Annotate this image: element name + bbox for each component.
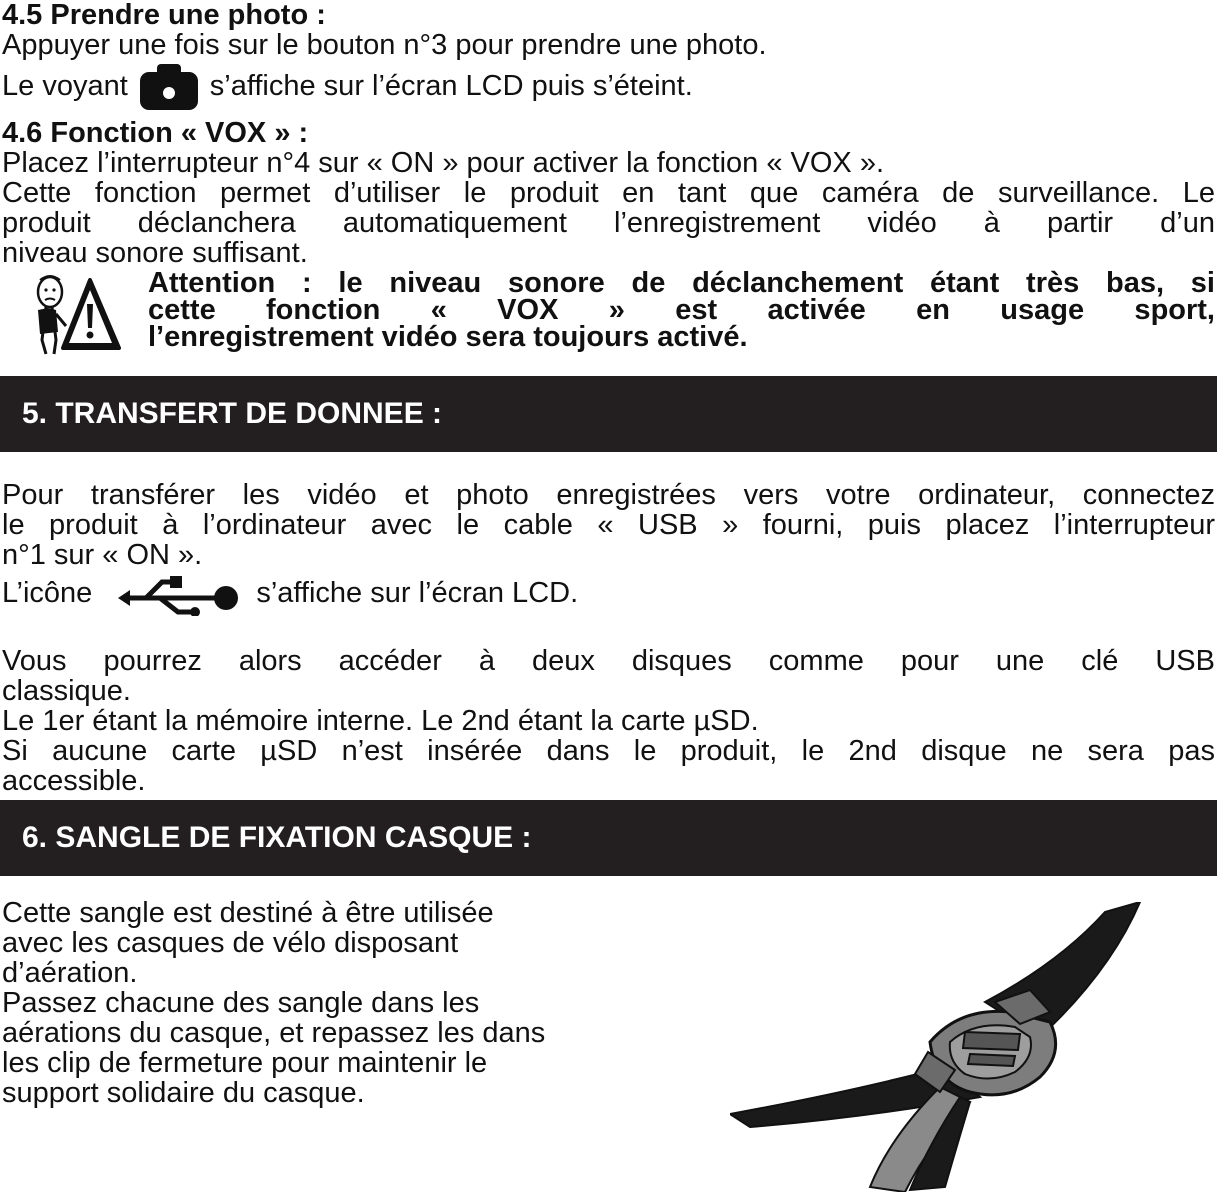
section-5-icon-before: L’icône [2,577,93,609]
section-5-heading: 5. TRANSFERT DE DONNEE : [0,376,1217,452]
section-4-6-line3: produit déclanchera automatiquement l’enregistrement vidéo à partir d’un [2,207,1215,239]
section-5-icon-line [2,570,1215,616]
section-6-line: d’aération. [2,957,138,989]
section-5-p2-line4: Si aucune carte µSD n’est insérée dans le produit, le 2nd disque ne sera pas [2,735,1215,767]
section-5-p2-line5: accessible. [2,765,146,797]
section-5-p1-line1: Pour transférer les vidéo et photo enregistrées vers votre ordinateur, connectez [2,479,1215,511]
section-6-heading: 6. SANGLE DE FIXATION CASQUE : [0,800,1217,876]
section-5-body [2,480,1215,796]
section-6-line: aérations du casque, et repassez les dans [2,1017,546,1049]
section-4-6-line2: Cette fonction permet d’utiliser le produit en tant que caméra de surveillance. Le [2,177,1215,209]
section-4-6 [2,118,1215,268]
section-6-body [2,898,702,1108]
section-5-p2-line3: Le 1er étant la mémoire interne. Le 2nd étant la carte µSD. [2,705,759,737]
section-4-5-line1: Appuyer une fois sur le bouton n°3 pour prendre une photo. [2,29,767,61]
section-4-5-line2-before: Le voyant [2,70,128,102]
section-4-6-line4: niveau sonore suffisant. [2,237,308,269]
camera-icon [140,64,198,116]
warning-figure-icon [26,270,121,360]
attention-line1: Attention : le niveau sonore de déclanchement étant très bas, si [148,267,1215,299]
section-6-line: Cette sangle est destiné à être utilisée [2,897,494,929]
attention-line3: l’enregistrement vidéo sera toujours activé. [148,321,748,353]
section-5-icon-after: s’affiche sur l’écran LCD. [256,577,579,609]
attention-line2: cette fonction « VOX » est activée en usage sport, [148,294,1215,326]
attention-note [148,267,1215,353]
section-5-p2-line2: classique. [2,675,131,707]
section-6-line: support solidaire du casque. [2,1077,365,1109]
section-4-5-line2-after: s’affiche sur l’écran LCD puis s’éteint. [209,70,693,102]
section-6-line: avec les casques de vélo disposant [2,927,459,959]
section-4-5 [2,0,1215,112]
section-4-6-line1: Placez l’interrupteur n°4 sur « ON » pour activer la fonction « VOX ». [2,147,885,179]
section-5-p1-line3: n°1 sur « ON ». [2,539,203,571]
usb-icon [116,576,240,622]
section-4-6-title: 4.6 Fonction « VOX » : [2,117,309,149]
section-4-5-title: 4.5 Prendre une photo : [2,0,326,31]
section-5-p1-line2: le produit à l’ordinateur avec le cable « USB » fourni, puis placez l’interrupteur [2,509,1215,541]
helmet-strap-illustration [730,902,1210,1192]
section-5-p2-line1: Vous pourrez alors accéder à deux disques comme pour une clé USB [2,645,1215,677]
section-4-5-line2 [2,60,1215,112]
section-6-line: les clip de fermeture pour maintenir le [2,1047,488,1079]
section-6-line: Passez chacune des sangle dans les [2,987,480,1019]
